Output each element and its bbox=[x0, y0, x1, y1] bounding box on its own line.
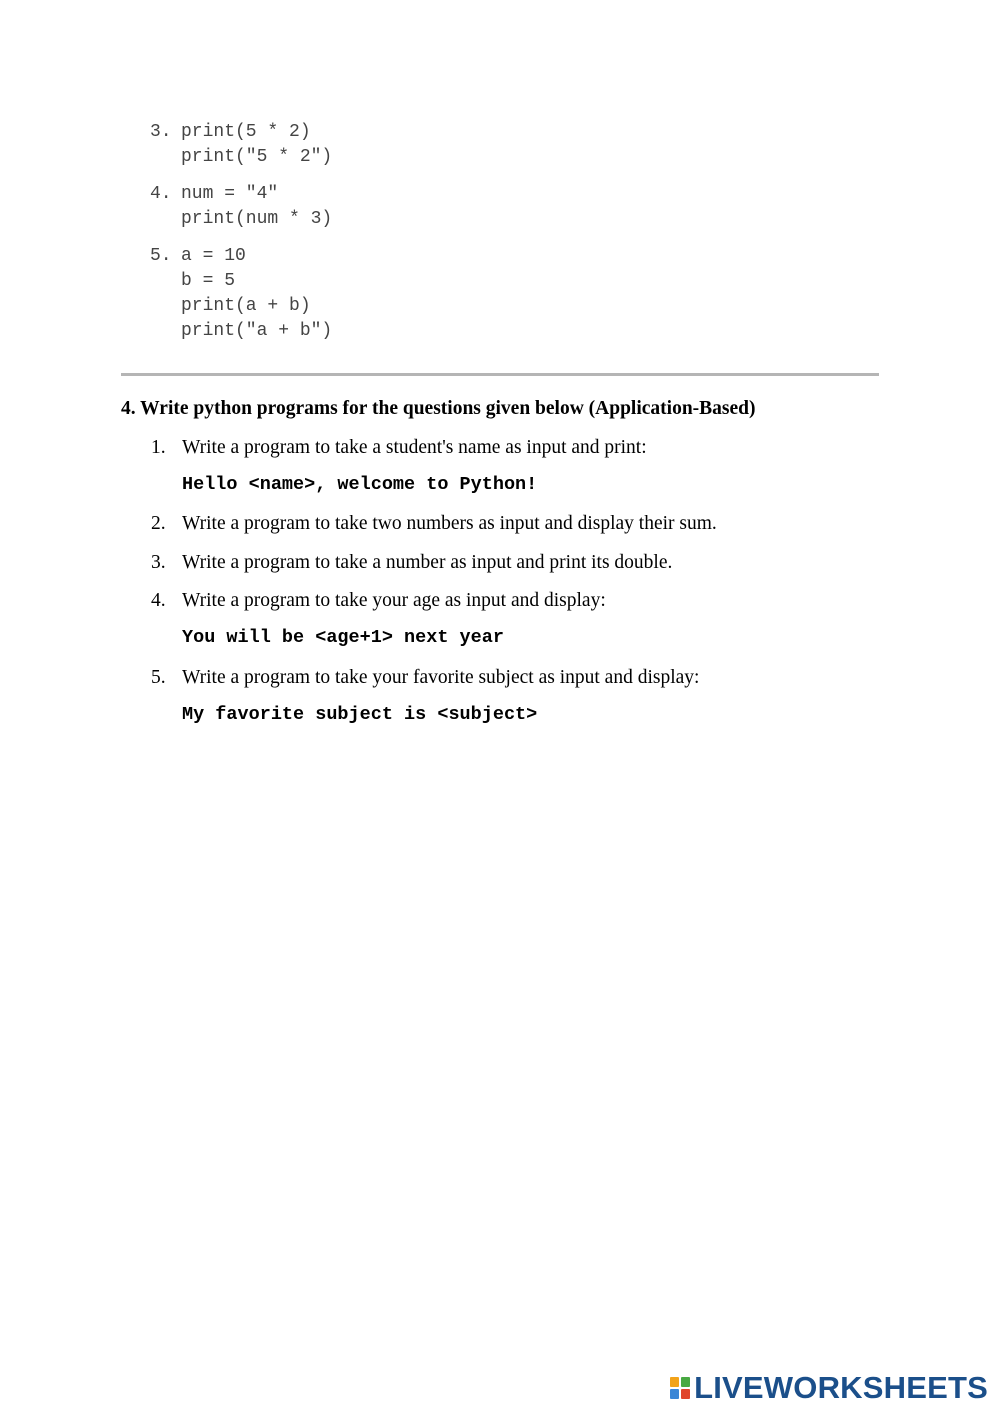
question-4 bbox=[151, 589, 606, 613]
question-number: 5. bbox=[151, 667, 166, 688]
question-text: Write a program to take two numbers as input and display their sum. bbox=[182, 513, 717, 534]
question-text: Write a program to take your age as input and display: bbox=[182, 590, 606, 611]
question-text: Write a program to take a number as input and print its double. bbox=[182, 552, 673, 573]
code-snippet-list bbox=[150, 120, 850, 356]
question-number: 1. bbox=[151, 437, 166, 458]
code-line: b = 5 bbox=[181, 271, 236, 291]
liveworksheets-logo-icon bbox=[670, 1377, 690, 1399]
code-line: print(a + b) bbox=[181, 296, 311, 316]
question-number: 4. bbox=[151, 590, 166, 611]
expected-output-4: You will be <age+1> next year bbox=[182, 627, 504, 648]
section-divider bbox=[121, 373, 879, 376]
expected-output-1: Hello <name>, welcome to Python! bbox=[182, 474, 538, 495]
question-5 bbox=[151, 666, 699, 690]
question-number: 2. bbox=[151, 513, 166, 534]
code-block bbox=[181, 120, 332, 170]
question-number: 3. bbox=[151, 552, 166, 573]
code-item-number: 5. bbox=[150, 246, 172, 266]
code-line: print(5 * 2) bbox=[181, 122, 311, 142]
section-heading: 4. Write python programs for the questions given below (Application-Based) bbox=[121, 398, 756, 419]
question-1 bbox=[151, 436, 647, 460]
code-item-number: 3. bbox=[150, 122, 172, 142]
code-line: num = "4" bbox=[181, 184, 279, 204]
code-item-5 bbox=[150, 244, 850, 344]
brand-logo[interactable] bbox=[670, 1370, 988, 1406]
code-item-3 bbox=[150, 120, 850, 170]
code-item-number: 4. bbox=[150, 184, 172, 204]
brand-name: LIVEWORKSHEETS bbox=[694, 1370, 988, 1405]
code-line: print("a + b") bbox=[181, 321, 333, 341]
code-line: a = 10 bbox=[181, 246, 246, 266]
code-line: print(num * 3) bbox=[181, 209, 333, 229]
question-text: Write a program to take a student's name as input and print: bbox=[182, 437, 647, 458]
code-line: print("5 * 2") bbox=[181, 147, 333, 167]
question-text: Write a program to take your favorite subject as input and display: bbox=[182, 667, 700, 688]
code-item-4 bbox=[150, 182, 850, 232]
question-3 bbox=[151, 551, 672, 575]
expected-output-5: My favorite subject is <subject> bbox=[182, 704, 538, 725]
question-2 bbox=[151, 512, 717, 536]
code-block bbox=[181, 182, 332, 232]
code-block bbox=[181, 244, 332, 344]
